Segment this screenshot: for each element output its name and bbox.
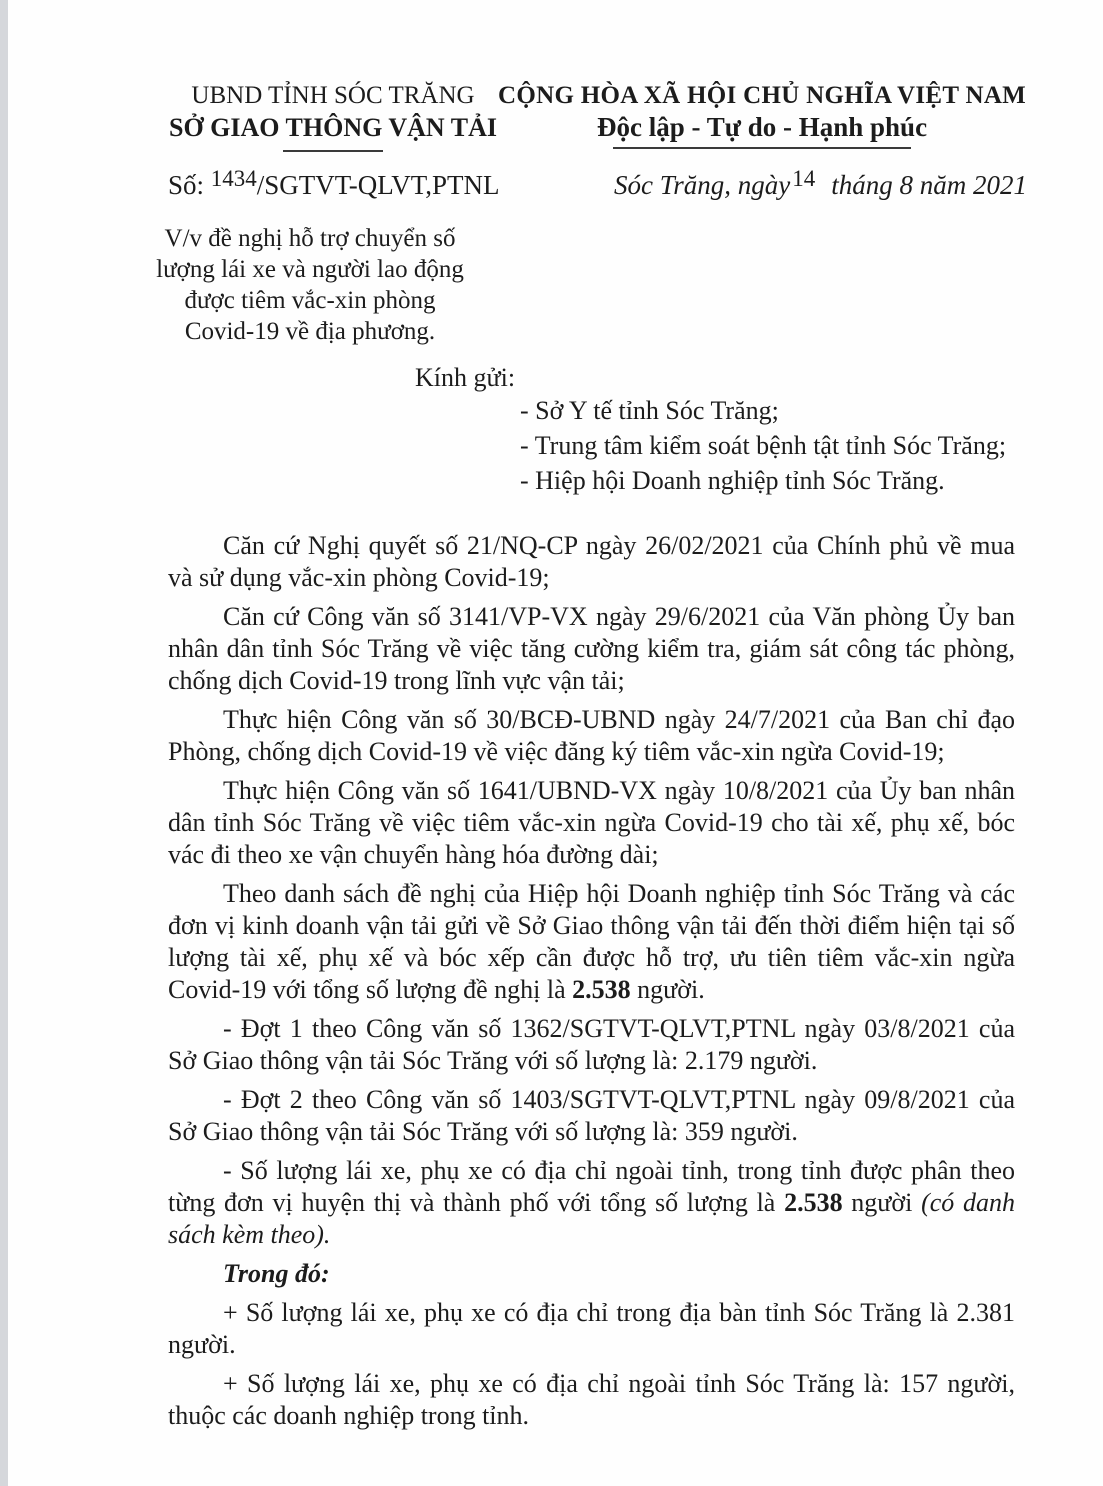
body-paragraph: - Đợt 2 theo Công văn số 1403/SGTVT-QLVT,PTNL ngày 09/8/2021 của Sở Giao thông vận tải Sóc Trăng với số lượng là: 359 người. xyxy=(168,1085,1015,1146)
document-header xyxy=(168,82,1027,152)
place-date-line xyxy=(528,166,1027,201)
document-body xyxy=(168,530,1015,1432)
document-number-value: 1434 xyxy=(210,166,257,191)
subject-line: V/v đề nghị hỗ trợ chuyển số xyxy=(164,225,456,252)
body-paragraph: Thực hiện Công văn số 1641/UBND-VX ngày 10/8/2021 của Ủy ban nhân dân tỉnh Sóc Trăng về việc tiêm vắc-xin ngừa Covid-19 cho tài xế, phụ xế, bóc vác đi theo xe vận chuyển hàng hóa đường dài; xyxy=(168,776,1015,869)
recipient-item: - Trung tâm kiểm soát bệnh tật tỉnh Sóc Trăng; xyxy=(520,431,1007,460)
paragraph-text: người xyxy=(842,1188,922,1217)
document-number xyxy=(168,166,528,201)
reference-row xyxy=(168,166,1028,201)
place-date-post: tháng 8 năm 2021 xyxy=(831,170,1028,200)
in-which-heading: Trong đó: xyxy=(223,1259,330,1288)
place-date-pre: Sóc Trăng, ngày xyxy=(614,170,791,200)
total-count-bold: 2.538 xyxy=(572,975,631,1004)
total-count-bold: 2.538 xyxy=(784,1188,843,1217)
document-number-suffix: /SGTVT-QLVT,PTNL xyxy=(256,170,500,200)
salutation: Kính gửi: xyxy=(415,363,516,392)
recipient-item: - Hiệp hội Doanh nghiệp tỉnh Sóc Trăng. xyxy=(520,466,945,495)
body-paragraph: Căn cứ Nghị quyết số 21/NQ-CP ngày 26/02/2021 của Chính phủ về mua và sử dụng vắc-xin phòng Covid-19; xyxy=(168,531,1015,592)
national-motto-block xyxy=(498,82,1026,152)
paragraph-text: - Số lượng lái xe, phụ xe có địa chỉ ngoài tỉnh, trong tỉnh được phân theo từng đơn vị huyện thị và thành phố với tổng số lượng là xyxy=(168,1156,1015,1217)
body-paragraph xyxy=(168,878,1015,1006)
date-day-value: 14 xyxy=(792,166,816,191)
recipient-item: - Sở Y tế tỉnh Sóc Trăng; xyxy=(520,396,779,425)
document-number-label: Số: xyxy=(168,170,211,200)
attachment-note-italic: (có danh sách kèm theo). xyxy=(168,1188,1015,1249)
body-paragraph: - Đợt 1 theo Công văn số 1362/SGTVT-QLVT,PTNL ngày 03/8/2021 của Sở Giao thông vận tải Sóc Trăng với số lượng là: 2.179 người. xyxy=(168,1014,1015,1075)
subject-block xyxy=(154,223,466,347)
issuing-org-name: SỞ GIAO THÔNG VẬN TẢI xyxy=(169,113,497,142)
national-title: CỘNG HÒA XÃ HỘI CHỦ NGHĨA VIỆT NAM xyxy=(498,82,1027,109)
body-paragraph xyxy=(168,1155,1015,1251)
paragraph-text: Theo danh sách đề nghị của Hiệp hội Doanh nghiệp tỉnh Sóc Trăng và các đơn vị kinh doanh vận tải gửi về Sở Giao thông vận tải đến thời điểm hiện tại số lượng tài xế, phụ xế và bóc xếp cần được hỗ trợ, ưu tiên tiêm vắc-xin ngừa Covid-19 với tổng số lượng đề nghị là xyxy=(168,879,1015,1004)
body-paragraph: Thực hiện Công văn số 30/BCĐ-UBND ngày 24/7/2021 của Ban chỉ đạo Phòng, chống dịch Covid-19 về việc đăng ký tiêm vắc-xin ngừa Covid-19; xyxy=(168,705,1015,766)
org-underline xyxy=(283,150,383,152)
national-motto: Độc lập - Tự do - Hạnh phúc xyxy=(597,112,928,142)
subject-line: Covid-19 về địa phương. xyxy=(184,318,436,345)
body-paragraph: Căn cứ Công văn số 3141/VP-VX ngày 29/6/2021 của Văn phòng Ủy ban nhân dân tỉnh Sóc Trăng về việc tăng cường kiểm tra, giám sát công tác phòng, chống dịch Covid-19 trong lĩnh vực vận tải; xyxy=(168,602,1015,695)
issuing-org-parent: UBND TỈNH SÓC TRĂNG xyxy=(191,82,475,109)
recipient-list xyxy=(520,393,1015,498)
body-paragraph: + Số lượng lái xe, phụ xe có địa chỉ trong địa bàn tỉnh Sóc Trăng là 2.381 người. xyxy=(168,1298,1015,1359)
body-paragraph: + Số lượng lái xe, phụ xe có địa chỉ ngoài tỉnh Sóc Trăng là: 157 người, thuộc các doanh nghiệp trong tỉnh. xyxy=(168,1369,1015,1430)
scan-edge-strip xyxy=(0,0,8,1486)
motto-underline xyxy=(613,147,911,149)
paragraph-text: người. xyxy=(630,975,705,1004)
issuing-org-block xyxy=(168,82,498,152)
subject-line: được tiêm vắc-xin phòng xyxy=(184,287,436,314)
subject-line: lượng lái xe và người lao động xyxy=(156,256,464,283)
